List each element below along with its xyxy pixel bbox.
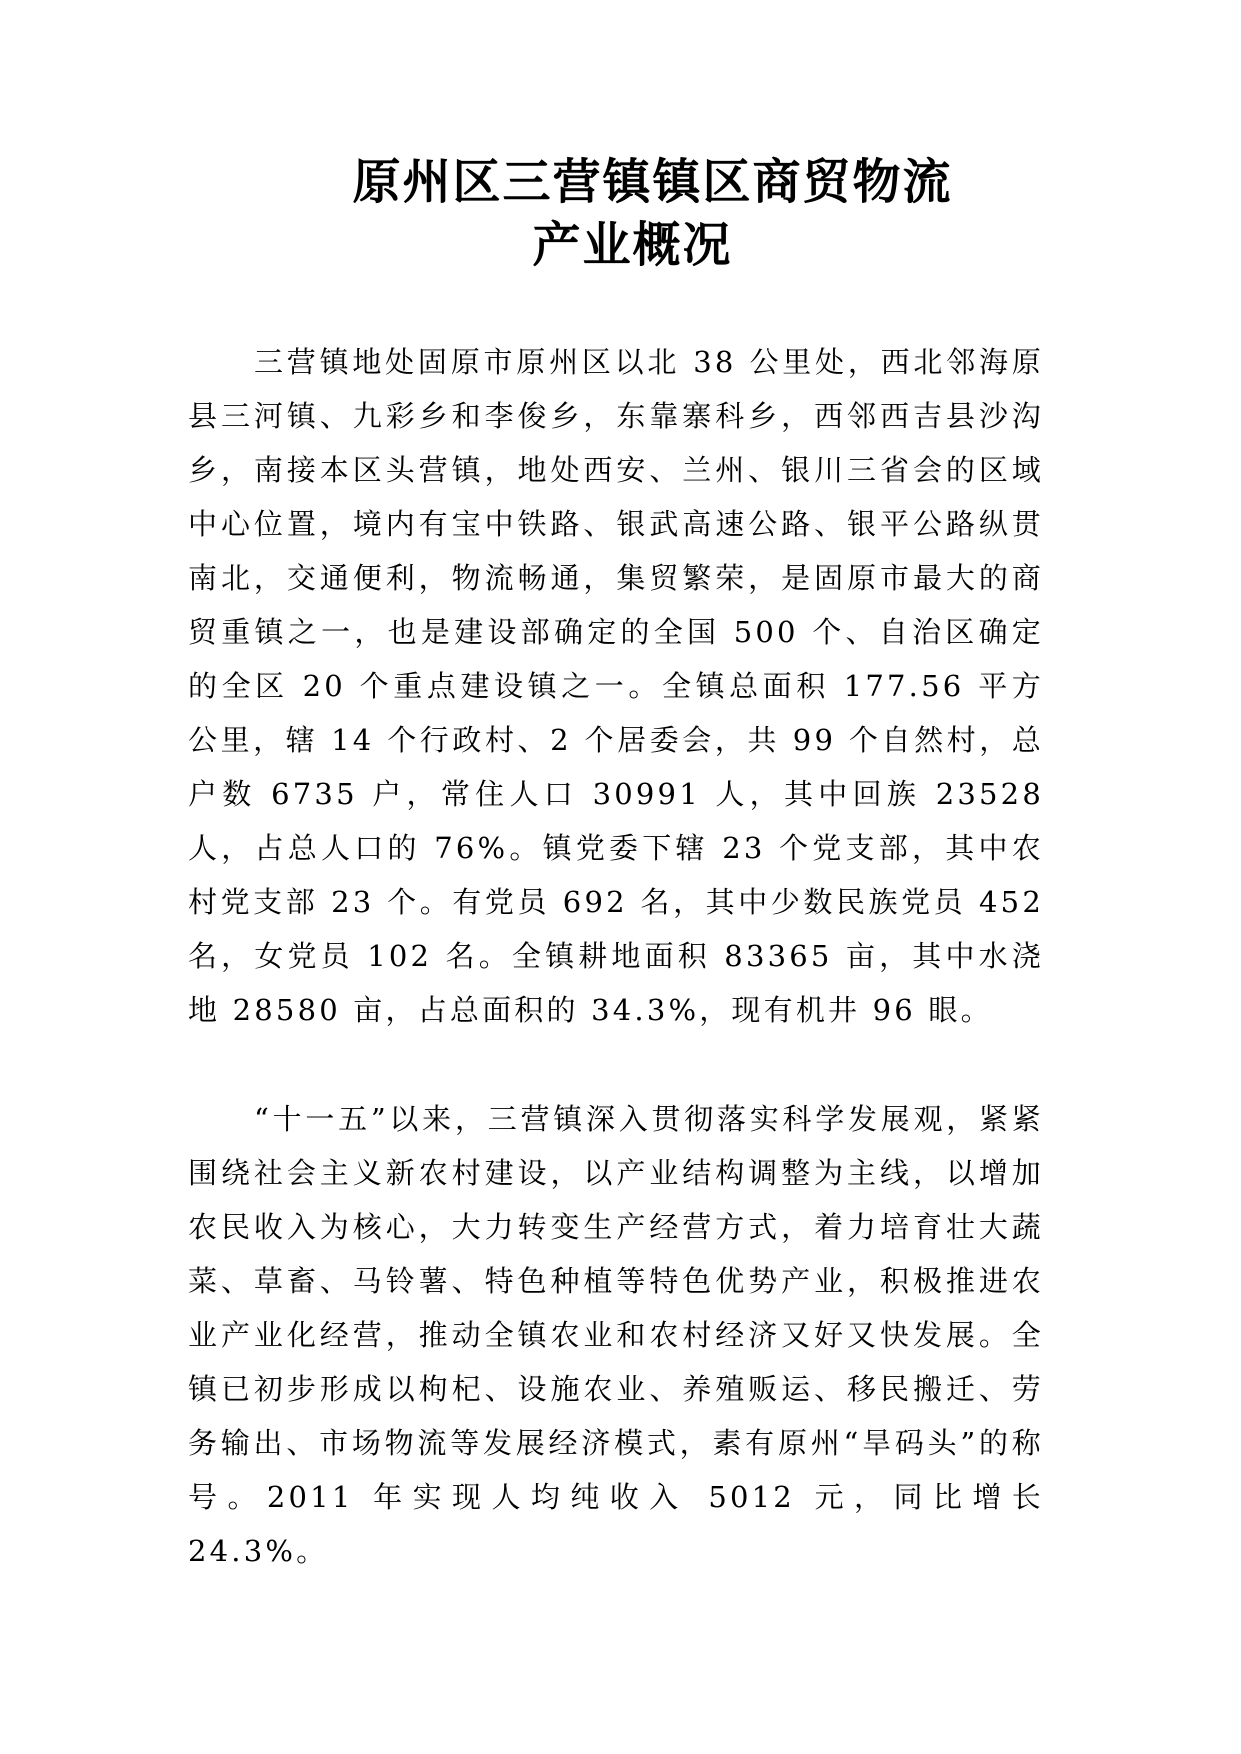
document-title-line-1: 原州区三营镇镇区商贸物流 xyxy=(352,154,953,210)
body-paragraph-location: 三营镇地处固原市原州区以北 38 公里处，西北邻海原县三河镇、九彩乡和李俊乡，东靠寨科乡，西邻西吉县沙沟乡，南接本区头营镇，地处西安、兰州、银川三省会的区域中心位置，境内有宝中铁路、银武高速公路、银平公路纵贯南北，交通便利，物流畅通，集贸繁荣，是固原市最大的商贸重镇之一，也是建设部确定的全国 500 个、自治区确定的全区 20 个重点建设镇之一。全镇总面积 177.56 平方公里，辖 14 个行政村、2 个居委会，共 99 个自然村，总户数 6735 户，常住人口 30991 人，其中回族 23528 人，占总人口的 76%。镇党委下辖 23 个党支部，其中农村党支部 23 个。有党员 692 名，其中少数民族党员 452 名，女党员 102 名。全镇耕地面积 83365 亩，其中水浇地 28580 亩，占总面积的 34.3%，现有机井 96 眼。 xyxy=(188,345,1044,1027)
document-title-line-2: 产业概况 xyxy=(532,217,733,273)
body-paragraph-development: “十一五”以来，三营镇深入贯彻落实科学发展观，紧紧围绕社会主义新农村建设，以产业结构调整为主线，以增加农民收入为核心，大力转变生产经营方式，着力培育壮大蔬菜、草畜、马铃薯、特色种植等特色优势产业，积极推进农业产业化经营，推动全镇农业和农村经济又好又快发展。全镇已初步形成以枸杞、设施农业、养殖贩运、移民搬迁、劳务输出、市场物流等发展经济模式，素有原州“旱码头”的称号。2011 年实现人均纯收入 5012 元，同比增长 24.3%。 xyxy=(188,1102,1044,1568)
